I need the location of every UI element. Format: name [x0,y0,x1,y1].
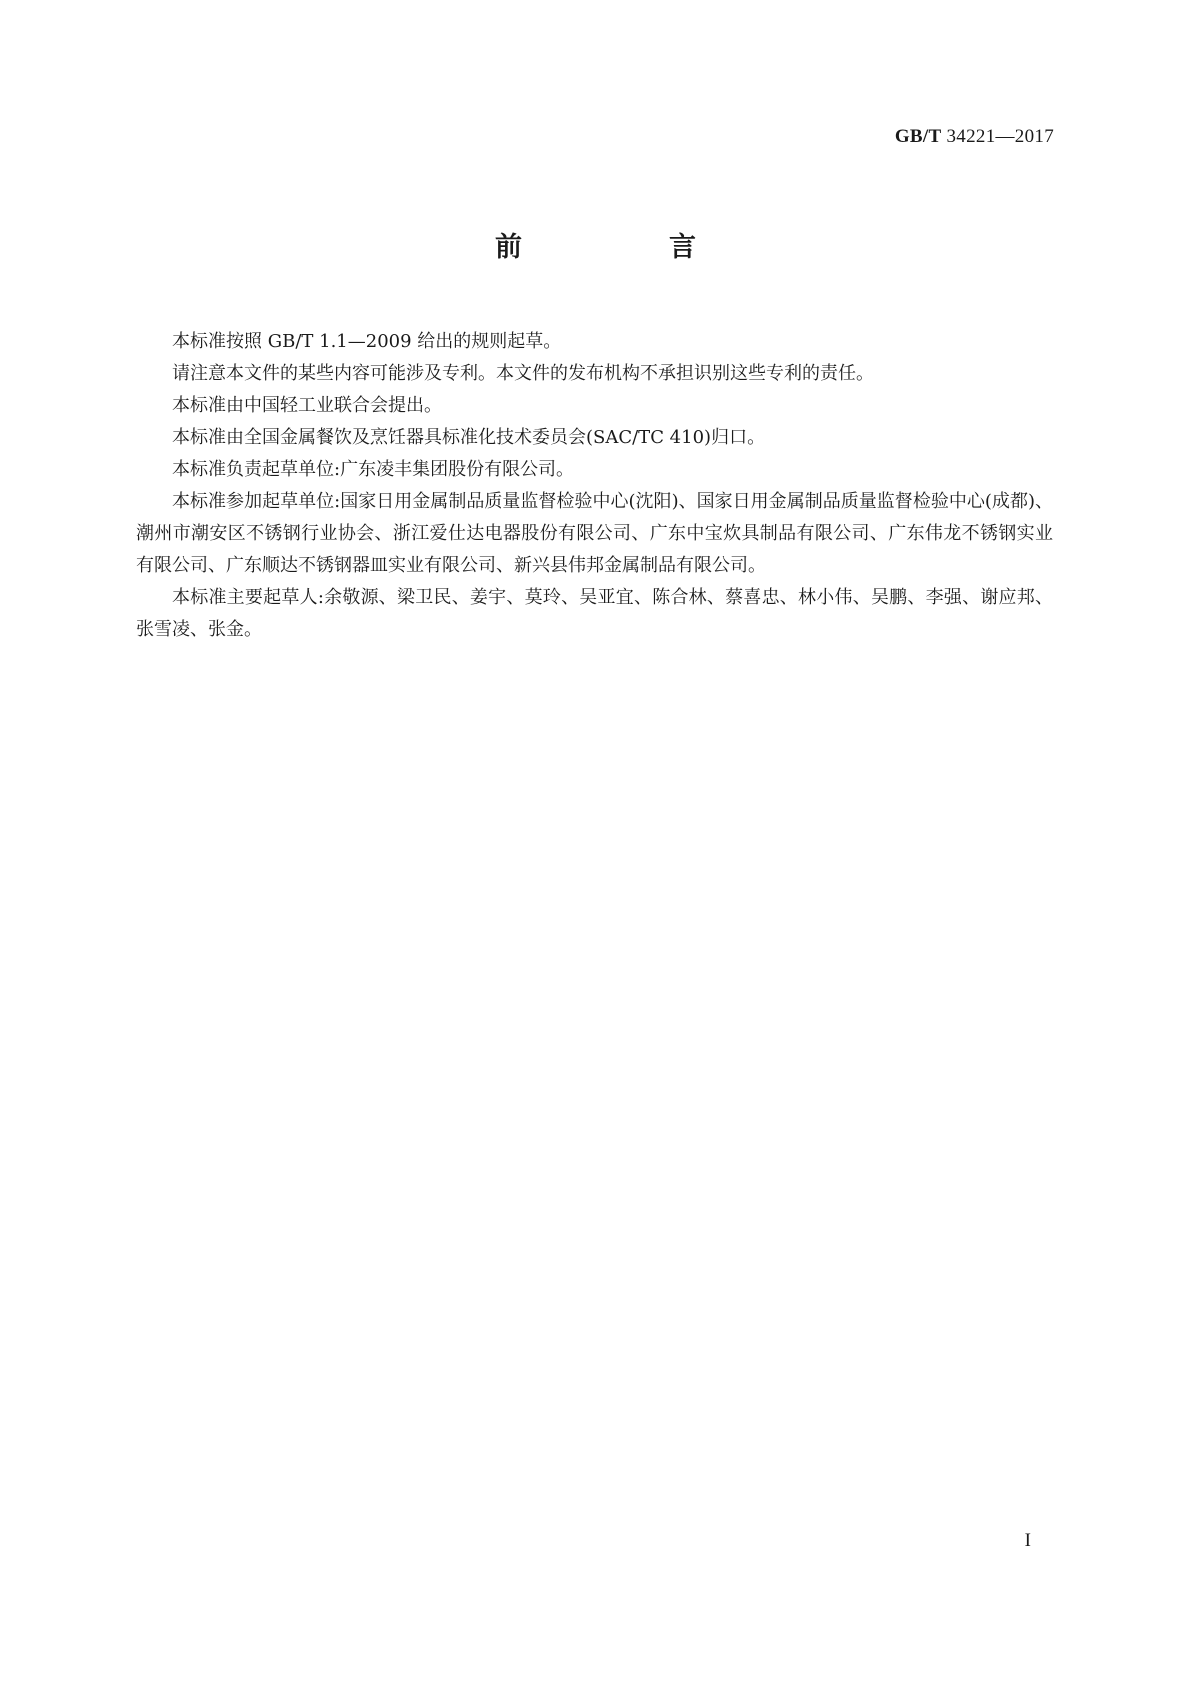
standard-year-number: 34221—2017 [946,126,1054,147]
standard-code: GB/T [894,126,942,147]
page-number: I [1024,1530,1031,1551]
paragraph-patent-notice: 请注意本文件的某些内容可能涉及专利。本文件的发布机构不承担识别这些专利的责任。 [172,363,874,384]
foreword-body [136,326,1053,646]
page-title: 前 言 [495,232,756,263]
paragraph-proposer: 本标准由中国轻工业联合会提出。 [172,395,442,416]
paragraph-main-drafter-unit: 本标准负责起草单位:广东凌丰集团股份有限公司。 [172,459,575,480]
paragraph-main-drafters: 本标准主要起草人:余敬源、梁卫民、姜宇、莫玲、吴亚宜、陈合林、蔡喜忠、林小伟、吴鹏、李强、谢应邦、张雪凌、张金。 [136,587,1053,640]
paragraph-technical-committee: 本标准由全国金属餐饮及烹饪器具标准化技术委员会(SAC/TC 410)归口。 [172,427,766,448]
standard-number [895,126,1054,148]
paragraph-participating-units: 本标准参加起草单位:国家日用金属制品质量监督检验中心(沈阳)、国家日用金属制品质量监督检验中心(成都)、潮州市潮安区不锈钢行业协会、浙江爱仕达电器股份有限公司、广东中宝炊具制品有限公司、广东伟龙不锈钢实业有限公司、广东顺达不锈钢器皿实业有限公司、新兴县伟邦金属制品有限公司。 [136,491,1053,576]
paragraph-drafting-rules: 本标准按照 GB/T 1.1—2009 给出的规则起草。 [172,331,562,352]
